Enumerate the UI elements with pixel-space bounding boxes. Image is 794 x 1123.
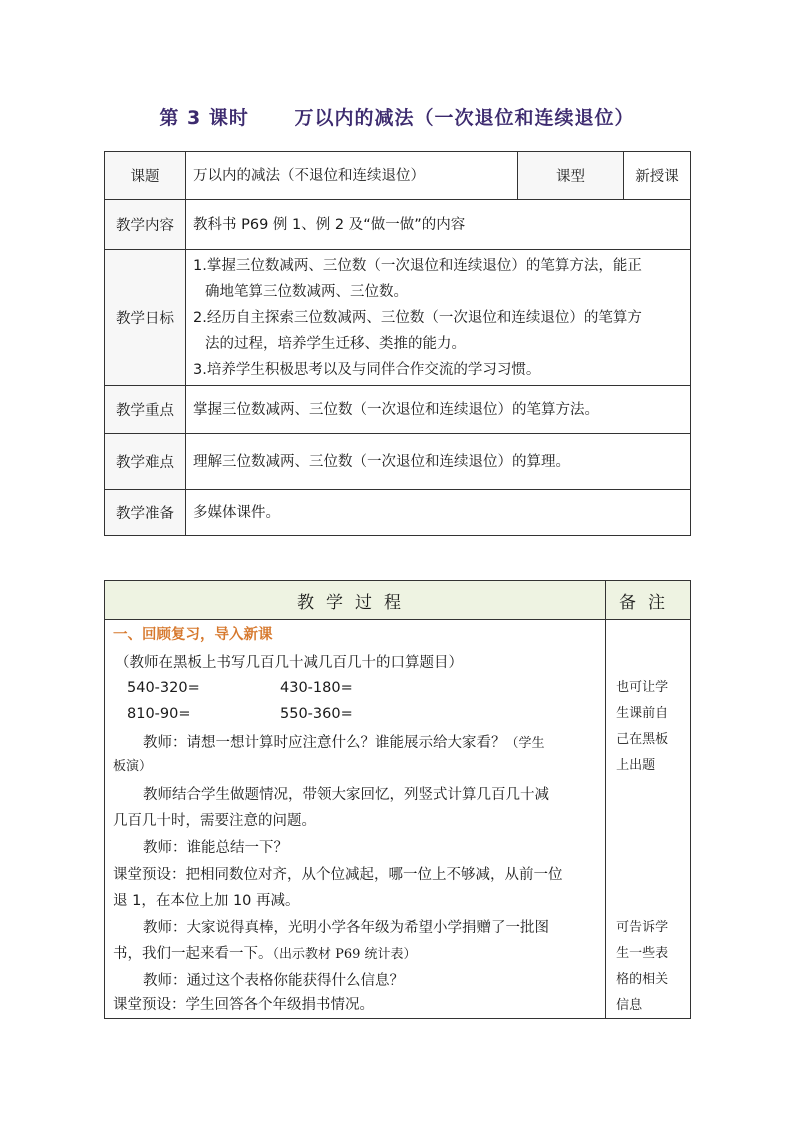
process-aside: 板演） <box>113 759 153 774</box>
process-line: 退 1，在本位上加 10 再减。 <box>113 893 300 909</box>
goal-1-line-1: 1.掌握三位数减两、三位数（一次退位和连续退位）的笔算方法，能正 <box>193 257 642 274</box>
preparation-label: 教学准备 <box>105 490 186 536</box>
process-line: 教师：谁能总结一下？ <box>143 840 288 856</box>
note-line: 也可让学 <box>616 680 669 695</box>
topic-value: 万以内的减法（不退位和连续退位） <box>186 152 518 200</box>
note-line: 格的相关 <box>616 972 669 987</box>
process-line: （教师在黑板上书写几百几十减几百几十的口算题目） <box>115 655 463 671</box>
oral-problem: 540-320= <box>127 680 200 696</box>
topic-row <box>105 152 691 200</box>
content-value: 教科书 P69 例 1、例 2 及“做一做”的内容 <box>186 200 691 250</box>
notes-header: 备注 <box>606 581 691 620</box>
notes-content <box>606 620 691 1019</box>
process-line: 课堂预设：学生回答各个年级捐书情况。 <box>113 997 374 1013</box>
difficulty-label: 教学难点 <box>105 434 186 490</box>
content-row <box>105 200 691 250</box>
preparation-row <box>105 490 691 536</box>
process-line: 教师：通过这个表格你能获得什么信息？ <box>143 973 404 989</box>
note-line: 上出题 <box>616 758 656 773</box>
goal-2-line-2: 法的过程，培养学生迁移、类推的能力。 <box>205 335 466 352</box>
process-line: 几百几十时，需要注意的问题。 <box>113 813 316 829</box>
process-aside: （学生 <box>505 736 545 751</box>
difficulty-value: 理解三位数减两、三位数（一次退位和连续退位）的算理。 <box>186 434 691 490</box>
difficulty-row <box>105 434 691 490</box>
process-line: 教师结合学生做题情况，带领大家回忆，列竖式计算几百几十减 <box>143 787 549 803</box>
type-value: 新授课 <box>624 152 691 200</box>
oral-problem: 550-360= <box>280 706 353 722</box>
key-points-row <box>105 386 691 434</box>
note-line: 己在黑板 <box>616 732 669 747</box>
process-line: 教师：大家说得真棒，光明小学各年级为希望小学捐赠了一批图 <box>143 920 549 936</box>
note-line: 生课前自 <box>616 706 669 721</box>
oral-problem: 810-90= <box>127 706 191 722</box>
key-points-value: 掌握三位数减两、三位数（一次退位和连续退位）的笔算方法。 <box>186 386 691 434</box>
process-line: 课堂预设：把相同数位对齐，从个位减起，哪一位上不够减，从前一位 <box>113 867 563 883</box>
goal-1-line-2: 确地笔算三位数减两、三位数。 <box>205 283 408 300</box>
type-label: 课型 <box>518 152 624 200</box>
process-body-row <box>105 620 691 1019</box>
lesson-info-table <box>104 151 691 536</box>
note-line: 生一些表 <box>616 946 669 961</box>
note-line: 信息 <box>616 998 643 1013</box>
goals-label: 教学日标 <box>105 250 186 386</box>
process-line: 书，我们一起来看一下。（出示教材 P69 统计表） <box>113 946 417 962</box>
process-aside: （出示教材 P69 统计表） <box>272 947 417 962</box>
process-line: 教师：请想一想计算时应注意什么？谁能展示给大家看？（学生 <box>143 735 545 751</box>
process-content <box>105 620 606 1019</box>
section-1-title: 一、回顾复习，导入新课 <box>113 627 273 643</box>
goals-list <box>186 250 691 386</box>
process-header: 教学过程 <box>105 581 606 620</box>
goal-2-line-1: 2.经历自主探索三位数减两、三位数（一次退位和连续退位）的笔算方 <box>193 309 642 326</box>
oral-problem: 430-180= <box>280 680 353 696</box>
note-line: 可告诉学 <box>616 920 669 935</box>
page-title: 第 3 课时 万以内的减法（一次退位和连续退位） <box>159 107 635 129</box>
teaching-process-table <box>104 580 691 1019</box>
key-points-label: 教学重点 <box>105 386 186 434</box>
goals-row <box>105 250 691 386</box>
topic-label: 课题 <box>105 152 186 200</box>
process-header-row <box>105 581 691 620</box>
content-label: 教学内容 <box>105 200 186 250</box>
preparation-value: 多媒体课件。 <box>186 490 691 536</box>
goal-3: 3.培养学生积极思考以及与同伴合作交流的学习习惯。 <box>193 361 541 378</box>
